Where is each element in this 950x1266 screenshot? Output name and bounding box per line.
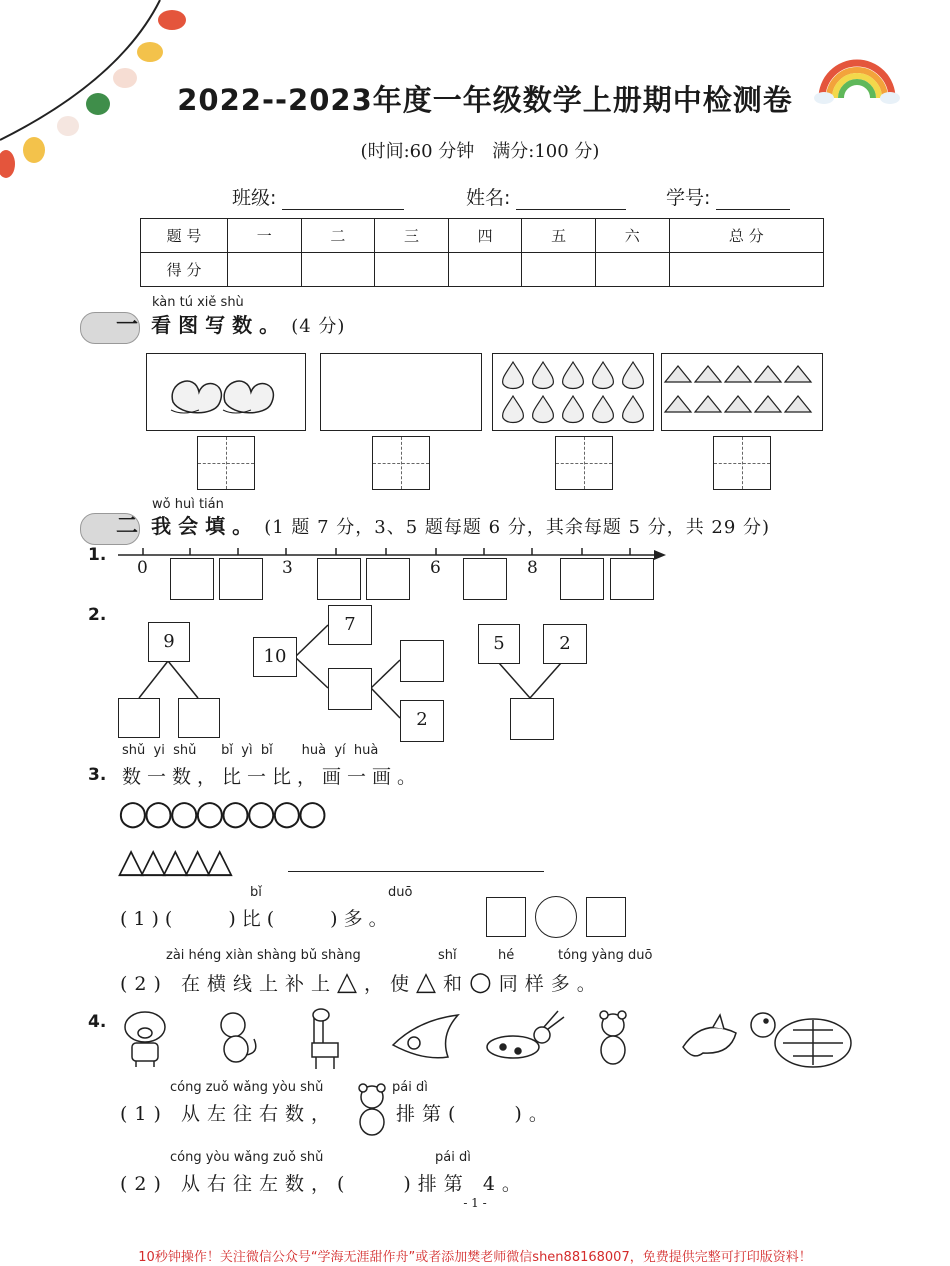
watermelon-slice — [785, 396, 811, 412]
score-cell[interactable] — [522, 253, 596, 287]
number-line-label-0: 0 — [137, 558, 148, 578]
number-line-blank[interactable] — [610, 558, 654, 600]
watermelon-slice — [725, 396, 751, 412]
q3-sub2-part4: 同样多。 — [498, 973, 603, 995]
q3-sub2-pinyin: zài héng xiàn shàng bǔ shàng — [166, 948, 361, 963]
q4-sub1-pinyin-paidi: pái dì — [392, 1080, 428, 1095]
answer-circle[interactable] — [535, 896, 577, 938]
turtle-icon — [751, 1013, 851, 1067]
q3-title: 数一数，比一比，画一画。 — [122, 766, 423, 788]
number-line-blank[interactable] — [317, 558, 361, 600]
watermelon-slice — [755, 366, 781, 382]
number-line-blank[interactable] — [366, 558, 410, 600]
peach-icon — [147, 354, 305, 430]
class-blank[interactable] — [282, 191, 404, 210]
table-cell: 五 — [522, 219, 596, 253]
q1-number: 1. — [88, 545, 107, 565]
number-line-blank[interactable] — [170, 558, 214, 600]
bond-box-top: 9 — [148, 622, 190, 662]
bond-box-2: 2 — [543, 624, 587, 664]
dolphin-icon — [683, 1015, 736, 1056]
watermelon-slice — [755, 396, 781, 412]
q3-sub2-part1: (2) 在横线上补上 — [120, 973, 337, 995]
watermelon-slice — [785, 366, 811, 382]
bird-icon — [393, 1015, 458, 1058]
score-cell[interactable] — [448, 253, 522, 287]
watermelon-slice — [695, 366, 721, 382]
q3-sub2-part2: ，使 — [363, 973, 416, 995]
table-cell: 得 分 — [141, 253, 228, 287]
score-cell[interactable] — [228, 253, 302, 287]
number-line-label-6: 6 — [430, 558, 441, 578]
footer-notice: 10秒钟操作！关注微信公众号“学海无涯甜作舟”或者添加樊老师微信shen88168007，免费提供完整可打印版资料！ — [138, 1250, 812, 1265]
name-label: 姓名: — [466, 187, 511, 209]
bond-blank[interactable] — [328, 668, 372, 710]
q3-sub1: (1)( )比( )多。 — [120, 908, 394, 930]
id-field[interactable] — [666, 183, 790, 210]
bond-box-2: 2 — [400, 700, 444, 742]
score-cell[interactable] — [375, 253, 449, 287]
q3-sub2-pinyin-shi: shǐ — [438, 948, 457, 963]
circle-row: ○○○○○○○○ — [118, 793, 324, 833]
q4-sub2-pinyin-paidi: pái dì — [435, 1150, 471, 1165]
q3-sub1-pinyin-bi: bǐ — [250, 885, 262, 900]
table-cell: 总 分 — [669, 219, 823, 253]
class-field[interactable] — [232, 183, 404, 210]
triangle-draw-line[interactable] — [288, 871, 544, 872]
id-blank[interactable] — [716, 191, 790, 210]
class-label: 班级: — [232, 187, 277, 209]
picture-empty — [320, 353, 482, 431]
section2-heading — [80, 509, 770, 540]
animal-row — [118, 1005, 858, 1075]
q4-sub1 — [120, 1099, 337, 1126]
triangle-row: △△△△△ — [118, 841, 229, 881]
pear — [593, 396, 614, 423]
number-line-blank[interactable] — [463, 558, 507, 600]
q2-number: 2. — [88, 605, 107, 625]
picture-pears — [492, 353, 654, 431]
watermelon-slice — [665, 396, 691, 412]
q4-sub1-part1: (1) 从左往右数， — [120, 1103, 337, 1125]
score-table-score-row — [141, 253, 824, 287]
bond-blank[interactable] — [118, 698, 160, 738]
section2-title: 我会填。 — [151, 514, 260, 538]
bear-icon — [352, 1082, 392, 1138]
answer-square[interactable] — [586, 897, 626, 937]
score-cell[interactable] — [595, 253, 669, 287]
triangle-symbol: △ — [415, 967, 443, 997]
q3-number: 3. — [88, 765, 107, 785]
section2-points: (1 题 7 分，3、5 题每题 6 分，其余每题 5 分，共 29 分) — [264, 517, 771, 538]
section1-heading — [80, 308, 345, 339]
pear — [623, 396, 644, 423]
q3-sub2-part3: 和 — [442, 973, 469, 995]
q3-sub2-pinyin-he: hé — [498, 948, 515, 963]
rabbit-icon — [487, 1011, 564, 1058]
answer-grid-2[interactable] — [372, 436, 430, 490]
score-cell[interactable] — [669, 253, 823, 287]
section1-pinyin: kàn tú xiě shù — [152, 295, 244, 310]
q3-sub2 — [120, 967, 603, 997]
number-line-label-3: 3 — [282, 558, 293, 578]
exam-title: 2022--2023年度一年级数学上册期中检测卷 — [177, 83, 793, 117]
pear-icon — [493, 354, 653, 430]
answer-grid-3[interactable] — [555, 436, 613, 490]
table-cell: 四 — [448, 219, 522, 253]
table-cell: 六 — [595, 219, 669, 253]
id-label: 学号: — [666, 187, 711, 209]
number-line-blank[interactable] — [560, 558, 604, 600]
q3-pinyin: shǔ yi shǔ bǐ yì bǐ huà yí huà — [122, 743, 379, 758]
pear — [593, 362, 614, 389]
answer-grid-1[interactable] — [197, 436, 255, 490]
pear — [533, 396, 554, 423]
bond-blank[interactable] — [400, 640, 444, 682]
q3-sub2-pinyin-tongyangduo: tóng yàng duō — [558, 948, 653, 963]
watermelon-slice — [695, 396, 721, 412]
number-line-label-8: 8 — [527, 558, 538, 578]
giraffe-icon — [312, 1009, 338, 1069]
score-cell[interactable] — [301, 253, 375, 287]
name-blank[interactable] — [516, 191, 626, 210]
bond-root: 10 — [253, 637, 297, 677]
monkey-icon — [221, 1013, 256, 1062]
table-cell: 一 — [228, 219, 302, 253]
table-cell: 二 — [301, 219, 375, 253]
pig-icon — [125, 1012, 165, 1067]
bond-blank[interactable] — [178, 698, 220, 738]
bond-blank[interactable] — [510, 698, 554, 740]
section1-number: 一 — [116, 312, 139, 338]
number-line-blank[interactable] — [219, 558, 263, 600]
triangle-symbol: △ — [336, 967, 364, 997]
q4-number: 4. — [88, 1012, 107, 1032]
q4-sub1-part2: 排第( )。 — [396, 1103, 555, 1125]
section2-number: 二 — [116, 513, 139, 539]
score-table — [140, 218, 824, 287]
pear — [623, 362, 644, 389]
section2-pinyin: wǒ huì tián — [152, 497, 224, 512]
picture-peaches — [146, 353, 306, 431]
watermelon-slice — [725, 366, 751, 382]
pear — [563, 396, 584, 423]
q4-sub2-pinyin: cóng yòu wǎng zuǒ shǔ — [170, 1150, 324, 1165]
watermelon-slice — [665, 366, 691, 382]
table-cell: 三 — [375, 219, 449, 253]
pear — [563, 362, 584, 389]
page-number: - 1 - — [463, 1196, 487, 1210]
q3-sub1-pinyin-duo: duō — [388, 885, 413, 900]
table-cell: 题 号 — [141, 219, 228, 253]
bond-box-5: 5 — [478, 624, 520, 664]
pear — [503, 396, 524, 423]
q4-sub1-pinyin: cóng zuǒ wǎng yòu shǔ — [170, 1080, 324, 1095]
score-table-header-row — [141, 219, 824, 253]
circle-symbol: ○ — [469, 967, 499, 997]
bear-icon — [600, 1011, 626, 1064]
bond-box-7: 7 — [328, 605, 372, 645]
name-field[interactable] — [466, 183, 626, 210]
pear — [503, 362, 524, 389]
section1-title: 看图写数。 — [151, 313, 287, 337]
section1-points: (4 分) — [291, 316, 346, 337]
answer-square[interactable] — [486, 897, 526, 937]
pear — [533, 362, 554, 389]
picture-watermelons — [661, 353, 823, 431]
watermelon-icon — [662, 354, 822, 430]
q4-sub2: (2) 从右往左数，( )排第 4。 — [120, 1173, 528, 1195]
exam-subtitle: (时间:60 分钟 满分:100 分) — [360, 141, 600, 162]
answer-grid-4[interactable] — [713, 436, 771, 490]
